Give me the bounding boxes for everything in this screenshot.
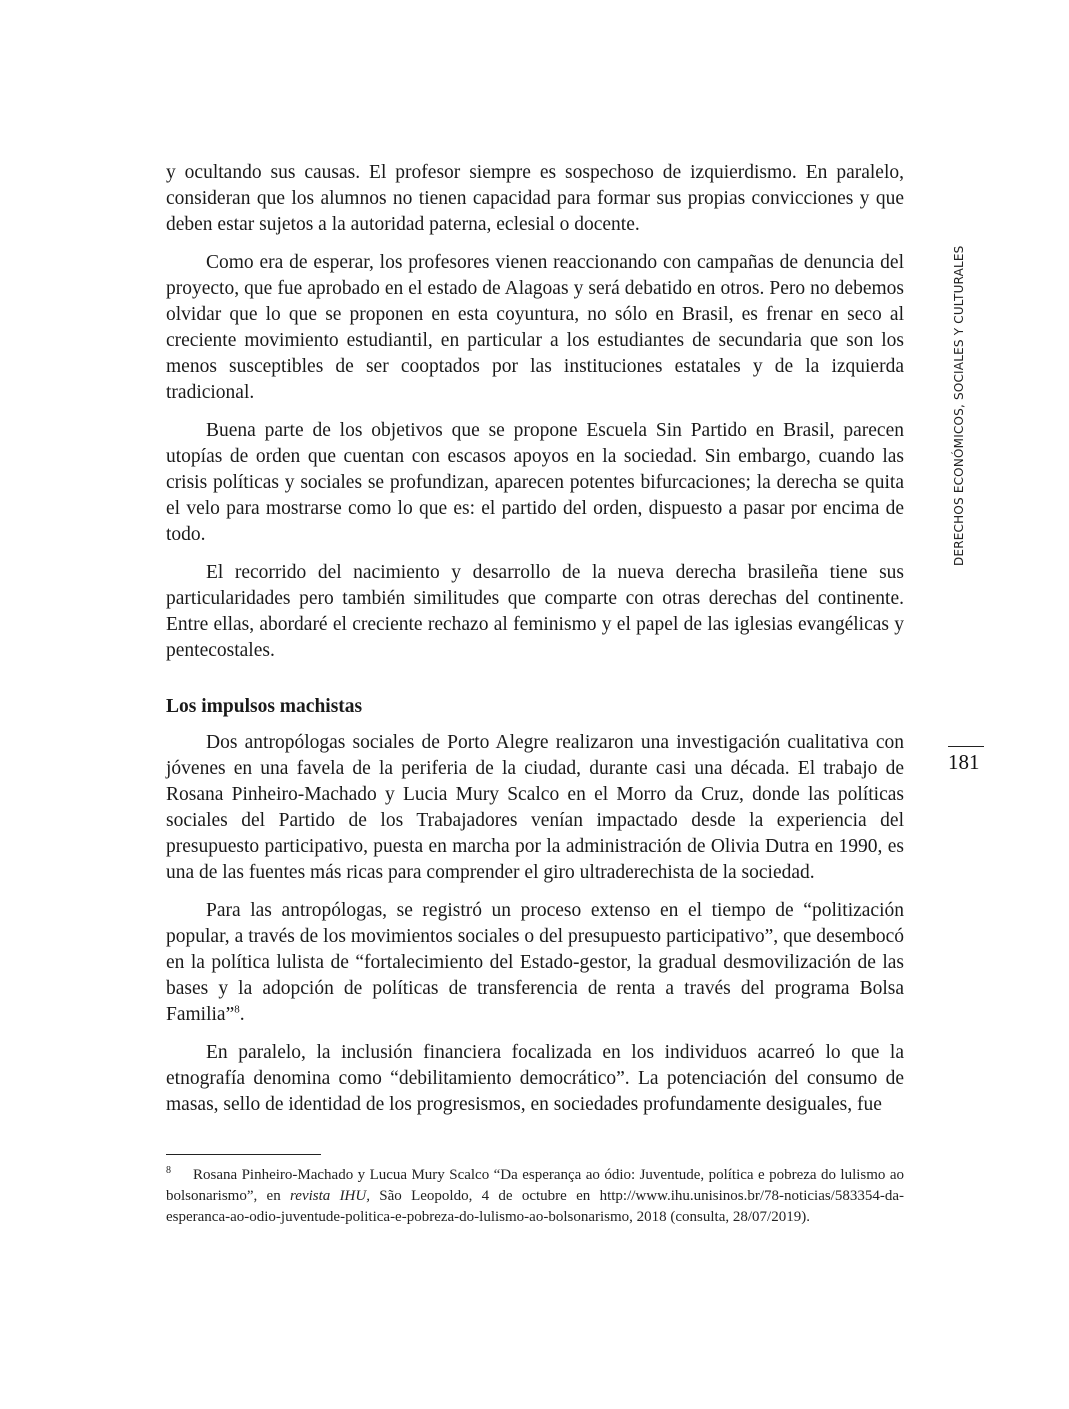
paragraph: En paralelo, la inclusión financiera focalizada en los individuos acarreó lo que la etnografía denomina como “debilitamiento democrático”. La potenciación del consumo de masas, sello de identidad de los progresismos, en sociedades profundamente desiguales, fue (166, 1042, 904, 1115)
paragraph: Como era de esperar, los profesores vienen reaccionando con campañas de denuncia del proyecto, que fue aprobado en el estado de Alagoas y será debatido en otros. Pero no debemos olvidar que lo que se proponen en esta coyuntura, no sólo en Brasil, es frenar en seco al creciente movimiento estudiantil, en particular a los estudiantes de secundaria que son los menos susceptibles de ser cooptados por las instituciones estatales y de la izquierda tradicional. (166, 252, 904, 403)
footnote (166, 1160, 904, 1228)
running-head: DERECHOS ECONÓMICOS, SOCIALES Y CULTURALES (952, 245, 966, 566)
section-heading: Los impulsos machistas (166, 696, 363, 717)
body-text (166, 160, 904, 1130)
page-number-rule (948, 746, 984, 747)
footnote-mark: 8 (166, 1165, 171, 1176)
paragraph: Dos antropólogas sociales de Porto Alegre realizaron una investigación cualitativa con jóvenes en una favela de la periferia de la ciudad, durante casi una década. El trabajo de Rosana Pinheiro-Machado y Lucia Mury Scalco en el Morro da Cruz, donde las políticas sociales del Partido de los Trabajadores venían impactado desde la experiencia del presupuesto participativo, puesta en marcha por la administración de Olivia Dutra en 1990, es una de las fuentes más ricas para comprender el giro ultraderechista de la sociedad. (166, 732, 904, 883)
page-number: 181 (948, 750, 980, 774)
footnote-divider (166, 1154, 321, 1155)
paragraph: y ocultando sus causas. El profesor siempre es sospechoso de izquierdismo. En paralelo, consideran que los alumnos no tienen capacidad para formar sus propias convicciones y que deben estar sujetos a la autoridad paterna, eclesial o docente. (166, 162, 904, 235)
footnote-text-end: São Leopoldo, 4 de octubre en http://www.ihu.unisinos.br/78-noticias/583354-da-esperanca-ao-odio-juventude-politica-e-pobreza-do-lulismo-ao-bolsonarismo, 2018 (consulta, 28/07/2019). (166, 1188, 904, 1225)
paragraph (166, 898, 904, 1028)
footnote-journal-title: revista IHU, (290, 1188, 370, 1204)
paragraph: El recorrido del nacimiento y desarrollo de la nueva derecha brasileña tiene sus particularidades pero también similitudes que comparte con otras derechas del continente. Entre ellas, abordaré el creciente rechazo al feminismo y el papel de las iglesias evangélicas y pentecostales. (166, 562, 904, 661)
paragraph-end: . (239, 1004, 245, 1025)
footnote-reference[interactable]: 8 (234, 1003, 240, 1016)
paragraph: Buena parte de los objetivos que se propone Escuela Sin Partido en Brasil, parecen utopías de orden que cuentan con escasos apoyos en la sociedad. Sin embargo, cuando las crisis políticas y sociales se profundizan, aparecen potentes bifurcaciones; la derecha se quita el velo para mostrarse como lo que es: el partido del orden, dispuesto a pasar por encima de todo. (166, 420, 904, 545)
paragraph-text: Para las antropólogas, se registró un proceso extenso en el tiempo de “politización popular, a través de los movimientos sociales o del presupuesto participativo”, que desembocó en la política lulista de “fortalecimiento del Estado-gestor, la gradual desmovilización de las bases y la adopción de políticas de transferencia de renta a través del programa Bolsa Familia” (166, 900, 904, 1025)
footnote-text: Rosana Pinheiro-Machado y Lucua Mury Scalco “Da esperança ao ódio: Juventude, política e pobreza do lulismo ao bolsonarismo”, en (166, 1167, 904, 1204)
